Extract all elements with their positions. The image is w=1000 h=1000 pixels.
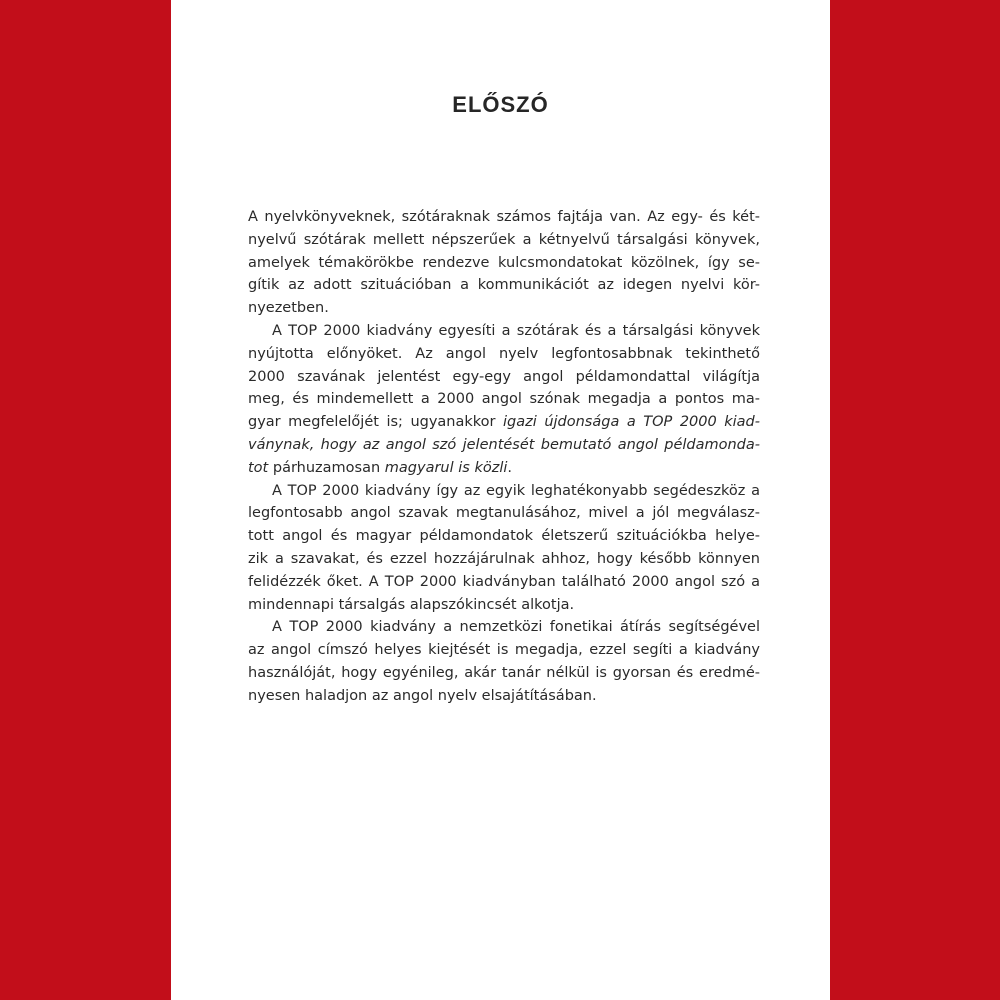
italic-text-line: ványnak, hogy az angol szó jelentését bemutató angol példamonda- <box>248 436 760 453</box>
text-line: gítik az adott szituációban a kommunikációt az idegen nyelvi kör- <box>248 277 760 294</box>
text-line: amelyek témakörökbe rendezve kulcsmondatokat közölnek, így se- <box>248 254 760 271</box>
text-run: párhuzamosan <box>268 459 385 476</box>
paragraph-1 <box>248 206 760 320</box>
text-line: A TOP 2000 kiadvány egyesíti a szótárak és a társalgási könyvek <box>272 322 760 339</box>
text-line: legfontosabb angol szavak megtanulásához, mivel a jól megválasz- <box>248 505 760 522</box>
text-line: felidézzék őket. A TOP 2000 kiadványban található 2000 angol szó a <box>248 573 760 590</box>
text-line: tott angol és magyar példamondatok életszerű szituációkba helye- <box>248 528 760 545</box>
paragraph-4 <box>248 616 760 707</box>
text-line: A TOP 2000 kiadvány így az egyik leghatékonyabb segédeszköz a <box>272 482 760 499</box>
text-line: zik a szavakat, és ezzel hozzájárulnak ahhoz, hogy később könnyen <box>248 550 760 567</box>
text-line: 2000 szavának jelentést egy-egy angol példamondattal világítja <box>248 368 760 385</box>
italic-text-run: tot <box>248 459 269 476</box>
paragraph-3 <box>248 480 760 617</box>
paragraph-2 <box>248 320 760 480</box>
page-title: ELŐSZÓ <box>452 92 549 117</box>
right-red-band <box>830 0 1000 1000</box>
text-line <box>248 457 760 480</box>
text-run: . <box>507 459 512 476</box>
text-line: nyesen haladjon az angol nyelv elsajátításában. <box>248 687 597 704</box>
text-line: nyújtotta előnyöket. Az angol nyelv legfontosabbnak tekinthető <box>248 345 760 362</box>
italic-text-run: magyarul is közli <box>384 459 508 476</box>
book-page <box>171 0 830 1000</box>
text-line <box>248 411 760 434</box>
text-line: A TOP 2000 kiadvány a nemzetközi fonetikai átírás segítségével <box>272 619 760 636</box>
text-run: gyar megfelelőjét is; ugyanakkor <box>248 414 504 431</box>
text-line: mindennapi társalgás alapszókincsét alkotja. <box>248 596 575 613</box>
text-line: nyelvű szótárak mellett népszerűek a kétnyelvű társalgási könyvek, <box>248 231 760 248</box>
text-line: meg, és mindemellett a 2000 angol szónak megadja a pontos ma- <box>248 391 760 408</box>
italic-text-run: igazi újdonsága a TOP 2000 kiad- <box>503 414 760 431</box>
foreword-text <box>248 206 760 708</box>
text-line: használóját, hogy egyénileg, akár tanár nélkül is gyorsan és eredmé- <box>248 664 760 681</box>
text-line: az angol címszó helyes kiejtését is megadja, ezzel segíti a kiadvány <box>248 642 760 659</box>
text-line: A nyelvkönyveknek, szótáraknak számos fajtája van. Az egy- és két- <box>248 209 760 225</box>
text-line: nyezetben. <box>248 300 329 317</box>
left-red-band <box>0 0 171 1000</box>
